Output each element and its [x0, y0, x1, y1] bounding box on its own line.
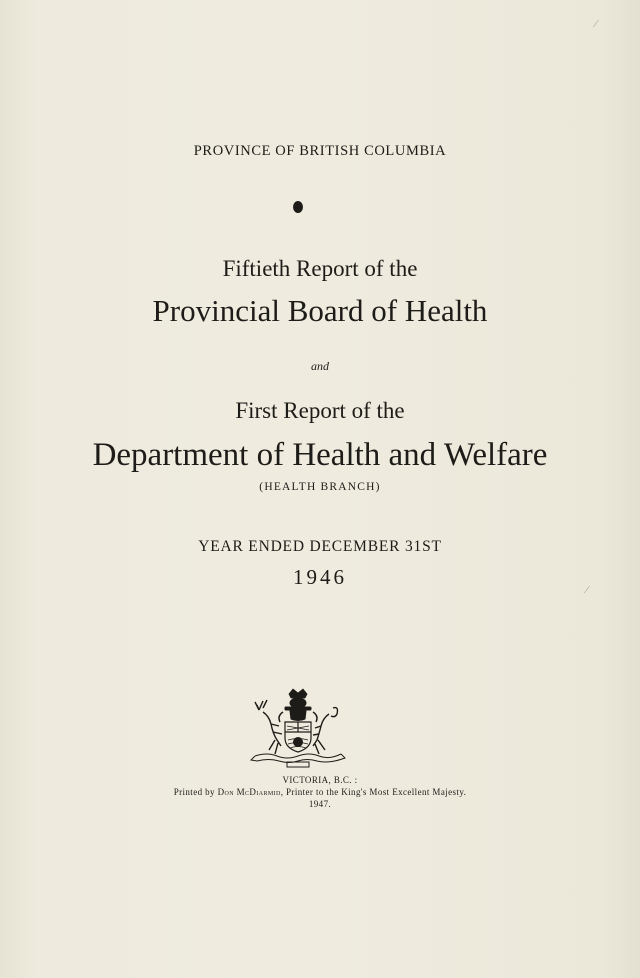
report-title-department: Department of Health and Welfare: [92, 437, 548, 473]
report-year: 1946: [293, 565, 347, 589]
paper-mark: ⁄: [586, 584, 588, 596]
province-heading: PROVINCE OF BRITISH COLUMBIA: [193, 143, 447, 159]
imprint-printer-title: , Printer to the King's Most Excellent Majesty.: [280, 787, 467, 797]
paper-mark: ⁄: [595, 18, 597, 30]
imprint-year: 1947.: [308, 799, 332, 809]
year-ended-label: YEAR ENDED DECEMBER 31ST: [198, 538, 442, 555]
imprint-place: VICTORIA, B.C. :: [282, 775, 358, 785]
imprint-printed-by: Printed by: [173, 787, 215, 797]
imprint-printer-name: Don McDiarmid: [217, 787, 281, 797]
report-subtitle-first: First Report of the: [235, 398, 405, 423]
report-subtitle-fiftieth: Fiftieth Report of the: [222, 256, 418, 281]
bullet-ornament: [293, 201, 303, 213]
coat-of-arms-icon: [247, 688, 349, 768]
conjunction-and: and: [311, 359, 329, 373]
branch-label: (HEALTH BRANCH): [259, 481, 381, 493]
imprint-printer: [0, 787, 640, 797]
report-title-board: Provincial Board of Health: [152, 293, 488, 328]
